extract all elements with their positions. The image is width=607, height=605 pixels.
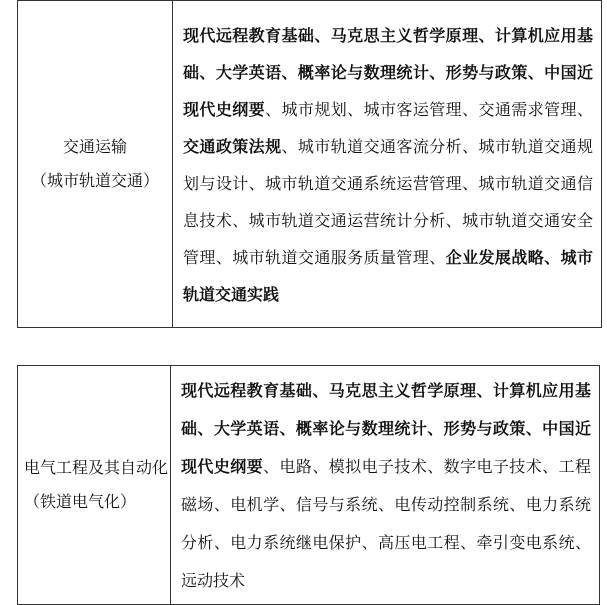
major-table-transportation: [17, 0, 602, 328]
courses-text: 、城市规划、城市客运管理、交通需求管理、: [265, 100, 593, 119]
core-course-text: 交通政策法规: [183, 137, 282, 156]
major-name: 电气工程及其自动化（铁道电气化）: [24, 458, 169, 511]
courses-text: 、城市轨道交通客流分析、城市轨道交通规划与设计、城市轨道交通系统运营管理、城市轨道交通信息技术、城市轨道交通运营统计分析、城市轨道交通安全管理、城市轨道交通服务质量管理、: [183, 137, 593, 267]
table-row: [18, 1, 602, 328]
courses-cell: [173, 1, 602, 328]
core-courses-text: 企业发展战略、城市轨道交通实践: [183, 248, 593, 304]
core-courses-text: 现代远程教育基础、马克思主义哲学原理、计算机应用基础、大学英语、概率论与数理统计、形势与政策、中国近现代史纲要: [181, 381, 591, 476]
major-direction: （城市轨道交通）: [30, 171, 159, 190]
major-name: 交通运输: [62, 137, 127, 156]
major-name-cell: [18, 1, 173, 328]
core-courses-text: 现代远程教育基础、马克思主义哲学原理、计算机应用基础、大学英语、概率论与数理统计、形势与政策、中国近现代史纲要: [183, 26, 593, 119]
major-table-electrical: [17, 365, 600, 605]
table-row: [18, 366, 600, 605]
courses-text: 、电路、模拟电子技术、数字电子技术、工程磁场、电机学、信号与系统、电传动控制系统、电力系统分析、电力系统继电保护、高压电工程、牵引变电系统、远动技术: [181, 457, 591, 590]
courses-cell: [171, 366, 600, 605]
major-name-cell: [18, 366, 171, 605]
